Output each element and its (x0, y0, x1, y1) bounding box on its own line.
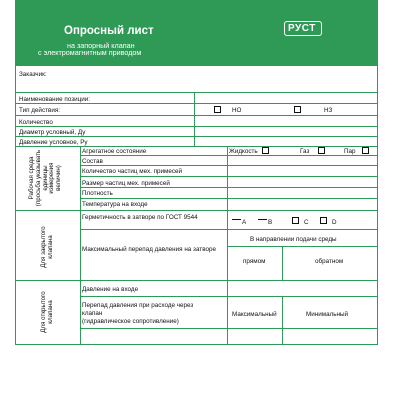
inlet-temp-label: Температура на входе (82, 201, 148, 208)
divider (80, 328, 378, 329)
divider (80, 155, 378, 156)
class-b-line (258, 219, 267, 220)
class-c-label: C (304, 219, 309, 226)
dp-flow-line2: клапан (82, 310, 103, 317)
fields-column-divider (194, 92, 195, 146)
aggregate-state-label: Агрегатное состояние (82, 148, 147, 155)
minmax-column-divider (282, 296, 283, 344)
form-title: Опросный лист (64, 25, 154, 37)
action-nz-label: НЗ (324, 107, 333, 114)
composition-label: Состав (82, 158, 103, 165)
divider (227, 246, 378, 247)
liquid-label: Жидкость (229, 148, 258, 155)
tightness-label: Герметичность в затворе по ГОСТ 9544 (82, 214, 198, 221)
max-dp-label: Максимальный перепад давления на затворе (82, 246, 216, 253)
action-no-label: НО (232, 107, 242, 114)
particles-qty-label: Количество частиц мех. примесей (82, 168, 183, 175)
frame-left (15, 66, 16, 345)
closed-section-label: Для закрытого клапана (40, 226, 54, 268)
class-c-checkbox[interactable] (292, 217, 299, 224)
open-section-divider (80, 280, 81, 344)
class-a-line (232, 219, 241, 220)
position-name-label: Наименование позиции: (19, 96, 91, 103)
gas-label: Газ (300, 148, 310, 155)
gas-checkbox[interactable] (318, 147, 325, 154)
dp-flow-line1: Перепад давления при расходе через (82, 302, 194, 309)
divider (80, 176, 378, 177)
customer-label: Заказчик: (19, 71, 47, 78)
particles-size-label: Размер частиц мех. примесей (82, 180, 170, 187)
form-subtitle-line2: с электромагнитным приводом (38, 48, 142, 57)
liquid-checkbox[interactable] (262, 147, 269, 154)
divider (15, 210, 378, 211)
closed-value-divider (227, 210, 228, 280)
class-d-label: D (332, 219, 337, 226)
flow-direction-label: В направлении подачи среды (250, 236, 337, 243)
closed-section-divider (80, 210, 81, 280)
nominal-diameter-label: Диаметр условный, Ду (19, 129, 86, 136)
divider (15, 103, 378, 104)
frame-bottom (15, 344, 378, 345)
divider (15, 136, 378, 137)
class-a-label: A (242, 219, 247, 226)
reverse-label: обратном (315, 258, 344, 265)
divider (80, 187, 378, 188)
divider (80, 198, 378, 199)
steam-checkbox[interactable] (362, 147, 369, 154)
action-nz-checkbox[interactable] (294, 106, 301, 113)
direction-column-divider (282, 246, 283, 280)
open-section-label: Для открытого клапана (40, 291, 54, 333)
form-subtitle-line1: на запорный клапан (67, 41, 135, 50)
open-value-divider (227, 280, 228, 344)
class-d-checkbox[interactable] (320, 217, 327, 224)
divider (80, 229, 378, 230)
minimal-label: Минимальный (306, 311, 349, 318)
maximal-label: Максимальный (232, 311, 277, 318)
nominal-pressure-label: Давление условное, Ру (19, 139, 88, 146)
action-type-label: Тип действия: (19, 107, 60, 114)
dp-flow-line3: (гидравлическое сопротивление) (82, 318, 179, 325)
medium-section-label: Рабочая среда (просьба указывать единицы измерения величин) (28, 149, 63, 207)
divider (80, 165, 378, 166)
divider (15, 280, 378, 281)
brand-logo-text: РУСТ (288, 23, 316, 34)
action-no-checkbox[interactable] (214, 106, 221, 113)
steam-label: Пар (344, 148, 356, 155)
density-label: Плотность (82, 190, 113, 197)
divider (15, 92, 378, 93)
divider (15, 126, 378, 127)
divider (80, 296, 378, 297)
direct-label: прямом (243, 258, 266, 265)
divider (15, 115, 378, 116)
class-b-label: B (268, 219, 273, 226)
frame-right (377, 66, 378, 345)
quantity-label: Количество (19, 119, 53, 126)
inlet-pressure-label: Давление на входе (82, 286, 139, 293)
